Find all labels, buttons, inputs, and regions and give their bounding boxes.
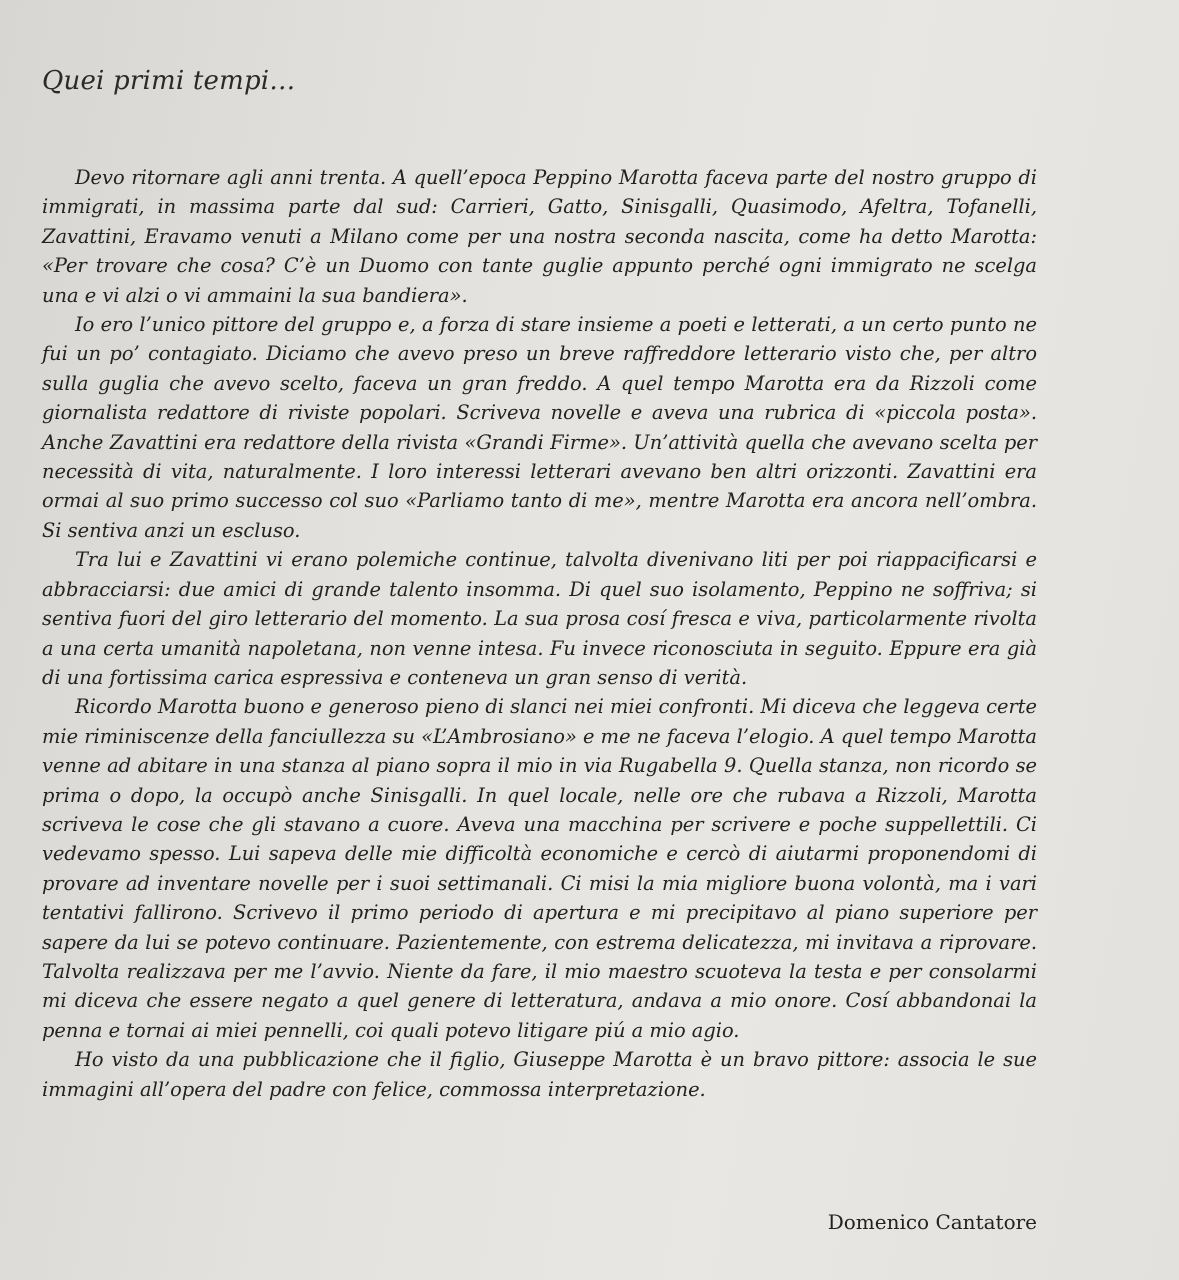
- essay-body: [42, 163, 1037, 1104]
- page-title: Quei primi tempi…: [42, 66, 296, 96]
- paragraph-4: Ricordo Marotta buono e generoso pieno di slanci nei miei confronti. Mi diceva che leggeva certe mie riminiscenze della fanciullezza su «L’Ambrosiano» e me ne faceva l’elogio. A quel tempo Marotta venne ad abitare in una stanza al piano sopra il mio in via Rugabella 9. Quella stanza, non ricordo se prima o dopo, la occupò anche Sinisgalli. In quel locale, nelle ore che rubava a Rizzoli, Marotta scriveva le cose che gli stavano a cuore. Aveva una macchina per scrivere e poche suppellettili. Ci vedevamo spesso. Lui sapeva delle mie difficoltà economiche e cercò di aiutarmi proponendomi di provare ad inventare novelle per i suoi settimanali. Ci misi la mia migliore buona volontà, ma i vari tentativi fallirono. Scrivevo il primo periodo di apertura e mi precipitavo al piano superiore per sapere da lui se potevo continuare. Pazientemente, con estrema delicatezza, mi invitava a riprovare. Talvolta realizzava per me l’avvio. Niente da fare, il mio maestro scuoteva la testa e per consolarmi mi diceva che essere negato a quel genere di letteratura, andava a mio onore. Cosí abbandonai la penna e tornai ai miei pennelli, coi quali potevo litigare piú a mio agio.: [42, 695, 1037, 1042]
- paragraph-2: Io ero l’unico pittore del gruppo e, a forza di stare insieme a poeti e letterati, a un certo punto ne fui un po’ contagiato. Diciamo che avevo preso un breve raffreddore letterario visto che, per altro sulla guglia che avevo scelto, faceva un gran freddo. A quel tempo Marotta era da Rizzoli come giornalista redattore di riviste popolari. Scriveva novelle e aveva una rubrica di «piccola posta». Anche Zavattini era redattore della rivista «Grandi Firme». Un’attività quella che avevano scelta per necessità di vita, naturalmente. I loro interessi letterari avevano ben altri orizzonti. Zavattini era ormai al suo primo successo col suo «Parliamo tanto di me», mentre Marotta era ancora nell’ombra. Si sentiva anzi un escluso.: [42, 313, 1037, 542]
- author-signature: Domenico Cantatore: [827, 1210, 1037, 1234]
- paragraph-3: Tra lui e Zavattini vi erano polemiche continue, talvolta divenivano liti per poi riappacificarsi e abbracciarsi: due amici di grande talento insomma. Di quel suo isolamento, Peppino ne soffriva; si sentiva fuori del giro letterario del momento. La sua prosa cosí fresca e viva, particolarmente rivolta a una certa umanità napoletana, non venne intesa. Fu invece riconosciuta in seguito. Eppure era già di una fortissima carica espressiva e conteneva un gran senso di verità.: [42, 548, 1037, 689]
- paragraph-5: Ho visto da una pubblicazione che il figlio, Giuseppe Marotta è un bravo pittore: associa le sue immagini all’opera del padre con felice, commossa interpretazione.: [42, 1048, 1037, 1101]
- paragraph-1: Devo ritornare agli anni trenta. A quell’epoca Peppino Marotta faceva parte del nostro gruppo di immigrati, in massima parte dal sud: Carrieri, Gatto, Sinisgalli, Quasimodo, Afeltra, Tofanelli, Zavattini, Eravamo venuti a Milano come per una nostra seconda nascita, come ha detto Marotta: «Per trovare che cosa? C’è un Duomo con tante guglie appunto perché ogni immigrato ne scelga una e vi alzi o vi ammaini la sua bandiera».: [42, 166, 1037, 307]
